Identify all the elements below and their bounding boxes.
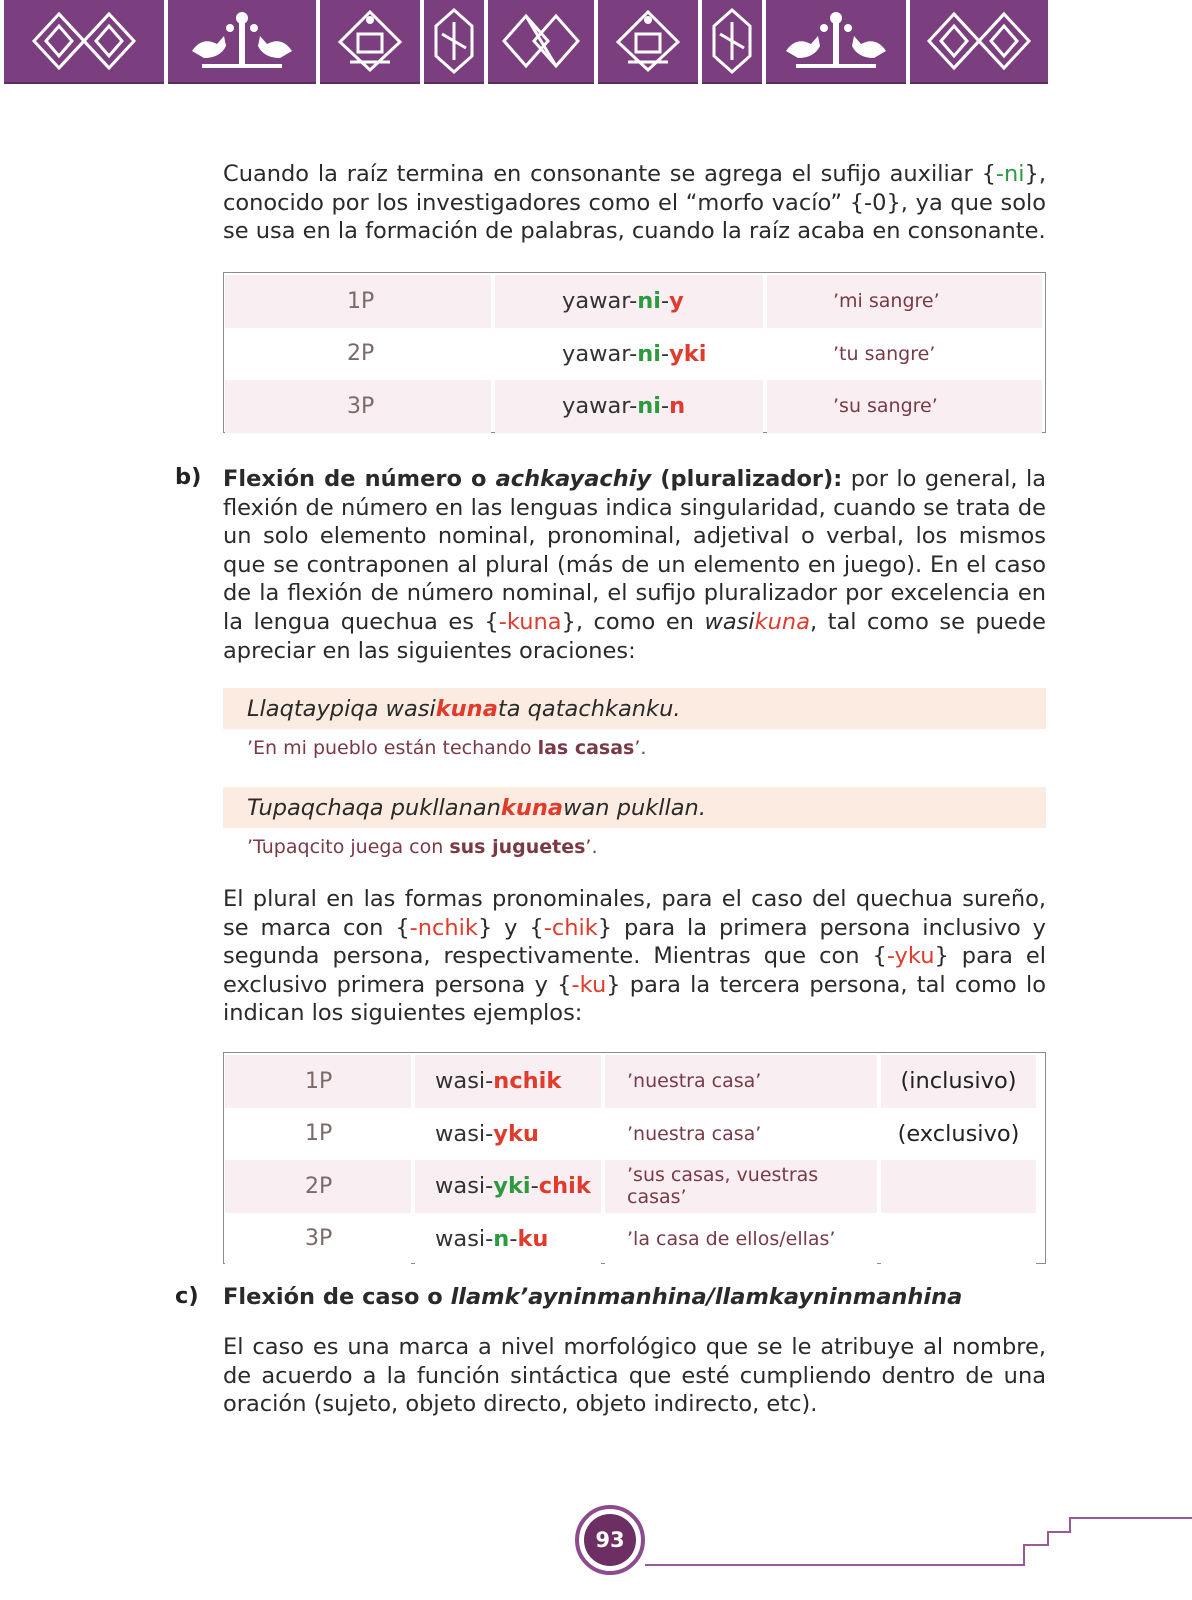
person-suffix: y: [669, 288, 684, 315]
page-number-badge: [575, 1505, 645, 1575]
case-paragraph: [223, 1333, 1046, 1419]
text-run: }, conocido por los investigadores como el “morfo vacío” {-0}, ya que solo se usa en la formación de palabras, cuando la raíz acaba en consonante.: [223, 161, 1046, 245]
person-label: 1P: [305, 1121, 333, 1147]
person-label: 1P: [347, 288, 375, 314]
person-label: 1P: [305, 1068, 333, 1094]
gloss-cell: [767, 380, 1042, 433]
word-form: [435, 1173, 591, 1199]
word-cell: [415, 1213, 601, 1266]
example-sentence: [223, 787, 1046, 828]
root: yawar-: [562, 393, 638, 420]
plural-table: [223, 1052, 1046, 1264]
intro-paragraph: [223, 160, 1046, 246]
person-cell: [225, 380, 491, 433]
gloss-cell: [605, 1055, 877, 1108]
text-run: } para la tercera persona, tal como lo indican los siguientes ejemplos:: [223, 971, 1046, 1027]
person-label: 2P: [305, 1173, 333, 1199]
separator: -: [509, 1225, 518, 1252]
gloss-text: ’sus casas, vuestras casas’: [627, 1164, 819, 1209]
root: yawar-: [562, 288, 638, 315]
hex-tile-icon: [424, 0, 484, 84]
text-run: Cuando la raíz termina en consonante se agrega el sufijo auxiliar {: [223, 161, 996, 187]
text-run: } para el exclusivo primera persona y {: [223, 943, 1046, 998]
gloss-text: ’su sangre’: [833, 395, 938, 418]
aux-suffix: ni: [637, 340, 661, 367]
gloss-cell: [767, 275, 1042, 328]
word-cell: [415, 1108, 601, 1161]
table-row: [225, 1213, 1044, 1266]
person-suffix: n: [669, 393, 686, 420]
table-row: [225, 1055, 1044, 1108]
table-row: [225, 275, 1044, 328]
text-run: }, como en: [561, 608, 705, 635]
suffix-kuna: -kuna: [498, 608, 562, 635]
table-row: [225, 1160, 1044, 1213]
hex-tile-icon: [702, 0, 762, 84]
translation-highlight: sus juguetes: [449, 836, 586, 858]
temple-tile-icon: [320, 0, 420, 84]
separator: -: [530, 1173, 539, 1200]
word-cell: [495, 275, 763, 328]
person-cell: [225, 275, 491, 328]
birds-tile-icon: [168, 0, 316, 84]
gloss-cell: [605, 1160, 877, 1213]
text-run: ’En mi pueblo están techando: [247, 737, 538, 759]
word-cell: [415, 1160, 601, 1213]
person-cell: [225, 328, 491, 381]
text-run: por lo general, la flexión de número en las lenguas indica singularidad, cuando se trata de un solo elemento nominal, pronominal, adjetival o verbal, los mismos que se contraponen al plural (más de un elemento en juego). En el caso de la flexión de número nominal, el sufijo pluralizador por excelencia en la lengua quechua es {: [223, 466, 1046, 635]
person-label: 3P: [347, 393, 375, 419]
suffix-part: ku: [517, 1225, 549, 1252]
note-text: (exclusivo): [897, 1120, 1020, 1147]
example-translation: [247, 836, 598, 858]
diamond-tile-icon: [488, 0, 594, 84]
header-band: [0, 0, 1192, 84]
section-b-heading-end: (pluralizador):: [651, 466, 843, 492]
gloss-cell: [605, 1213, 877, 1266]
suffix-part: nchik: [493, 1068, 562, 1095]
person-suffix: yki: [669, 340, 707, 367]
word-form: [562, 341, 706, 367]
suffix-chik: -chik: [543, 914, 598, 941]
text-run: ta qatachkanku.: [497, 695, 681, 722]
text-run: , tal como se puede apreciar en las siguientes oraciones:: [223, 608, 1046, 664]
note-cell: [881, 1108, 1036, 1161]
separator: -: [660, 288, 670, 315]
word-form: [435, 1121, 539, 1147]
person-cell: [225, 1160, 411, 1213]
word-form: [435, 1068, 561, 1094]
text-run: } y {: [477, 914, 544, 941]
temple-tile-icon: [598, 0, 698, 84]
text-run: } para la primera persona inclusivo y segunda persona, respectivamente. Mientras que con {: [223, 914, 1046, 970]
root: wasi-: [435, 1173, 494, 1200]
suffix-part: yki: [493, 1173, 531, 1200]
word-form: [562, 393, 685, 419]
birds-tile-icon: [766, 0, 906, 84]
word-cell: [495, 328, 763, 381]
text-run: ’.: [634, 737, 647, 759]
example-root: wasi: [704, 608, 755, 635]
suffix-yku: -yku: [886, 943, 935, 970]
example-suffix: kuna: [754, 608, 810, 635]
highlight-suffix: kuna: [500, 794, 564, 821]
gloss-text: ’mi sangre’: [833, 290, 940, 313]
gloss-cell: [605, 1108, 877, 1161]
possessive-table: [223, 272, 1046, 433]
table-row: [225, 380, 1044, 433]
text-run: El caso es una marca a nivel morfológico que se le atribuye al nombre, de acuerdo a la función sintáctica que esté cumpliendo dentro de una oración (sujeto, objeto directo, objeto indirecto, etc).: [223, 1334, 1046, 1418]
section-b-heading: Flexión de número o: [223, 466, 496, 492]
note-cell: [881, 1213, 1036, 1266]
diamond-tile-icon: [4, 0, 164, 84]
section-b-heading-term: achkayachiy: [495, 466, 652, 492]
word-form: [562, 288, 684, 314]
word-form: [435, 1226, 548, 1252]
root: wasi-: [435, 1068, 494, 1095]
suffix-ni: -ni: [995, 161, 1025, 187]
word-cell: [415, 1055, 601, 1108]
table-row: [225, 328, 1044, 381]
person-cell: [225, 1055, 411, 1108]
section-c-heading-term: llamk’ayninmanhina/llamkayninmanhina: [450, 1284, 963, 1310]
translation-highlight: las casas: [537, 737, 635, 759]
example-sentence: [223, 688, 1046, 729]
note-cell: [881, 1160, 1036, 1213]
separator: -: [660, 393, 670, 420]
diamond-tile-icon: [910, 0, 1048, 84]
person-cell: [225, 1213, 411, 1266]
gloss-text: ’nuestra casa’: [627, 1070, 762, 1093]
gloss-cell: [767, 328, 1042, 381]
gloss-text: ’tu sangre’: [833, 342, 936, 365]
person-label: 3P: [305, 1226, 333, 1252]
text-run: Llaqtaypiqa wasi: [247, 695, 436, 722]
suffix-part: n: [493, 1225, 510, 1252]
text-run: El plural en las formas pronominales, para el caso del quechua sureño, se marca con {: [223, 886, 1046, 941]
section-b-paragraph: [223, 465, 1046, 665]
text-run: Tupaqchaqa pukllanan: [247, 794, 501, 821]
plural-paragraph: [223, 885, 1046, 1028]
text-run: ’.: [585, 836, 598, 858]
word-cell: [495, 380, 763, 433]
page-number: 93: [584, 1514, 636, 1566]
list-marker-c: c): [175, 1283, 199, 1309]
suffix-nchik: -nchik: [409, 914, 478, 941]
section-c-heading-text: Flexión de caso o: [223, 1284, 451, 1310]
root: wasi-: [435, 1120, 494, 1147]
highlight-suffix: kuna: [435, 695, 498, 722]
table-row: [225, 1108, 1044, 1161]
root: yawar-: [562, 340, 638, 367]
suffix-part: yku: [493, 1120, 539, 1147]
gloss-text: ’la casa de ellos/ellas’: [627, 1227, 836, 1250]
note-cell: [881, 1055, 1036, 1108]
section-c-heading: [223, 1283, 1046, 1312]
root: wasi-: [435, 1225, 494, 1252]
list-marker-b: b): [175, 464, 202, 490]
example-translation: [247, 737, 646, 759]
aux-suffix: ni: [637, 288, 661, 315]
gloss-text: ’nuestra casa’: [627, 1122, 762, 1145]
text-run: ’Tupaqcito juega con: [247, 836, 450, 858]
suffix-ku: -ku: [571, 971, 607, 998]
person-label: 2P: [347, 341, 375, 367]
text-run: wan pukllan.: [563, 794, 706, 821]
note-text: (inclusivo): [900, 1068, 1017, 1095]
separator: -: [660, 340, 670, 367]
suffix-part: chik: [538, 1173, 591, 1200]
person-cell: [225, 1108, 411, 1161]
aux-suffix: ni: [637, 393, 661, 420]
